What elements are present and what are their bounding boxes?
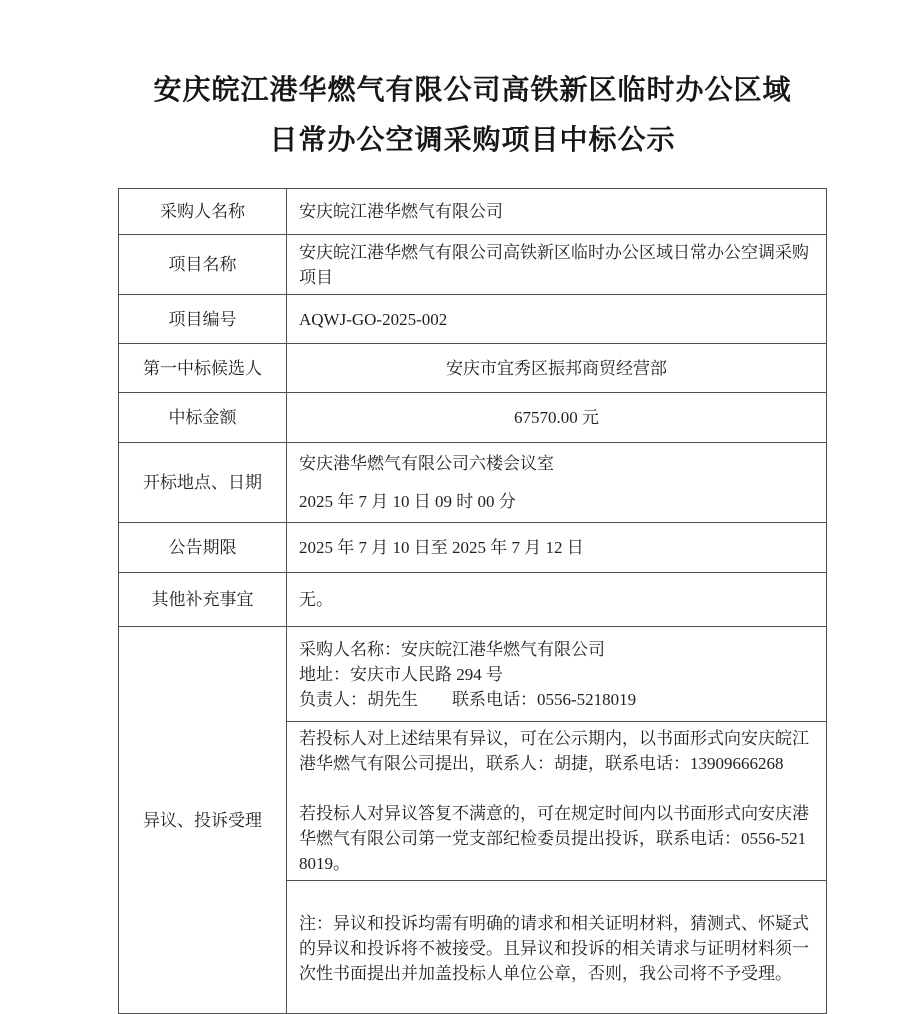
row-label-purchaser: 采购人名称	[119, 189, 287, 235]
row-label-opening-place-date: 开标地点、日期	[119, 443, 287, 523]
page-title-line-2: 日常办公空调采购项目中标公示	[269, 125, 676, 156]
objection-procedure-para-1: 若投标人对上述结果有异议，可在公示期内，以书面形式向安庆皖江港华燃气有限公司提出，联系人：胡捷，联系电话：13909666268	[299, 729, 809, 773]
row-value-announcement-period: 2025 年 7 月 10 日至 2025 年 7 月 12 日	[287, 523, 827, 573]
row-value-first-candidate: 安庆市宜秀区振邦商贸经营部	[287, 344, 827, 393]
objection-procedure-cell	[287, 722, 827, 881]
row-label-project-number: 项目编号	[119, 295, 287, 344]
opening-place-line: 安庆港华燃气有限公司六楼会议室	[299, 454, 554, 473]
row-value-award-amount: 67570.00 元	[287, 393, 827, 443]
table-row-first-candidate	[119, 344, 827, 393]
objection-contact-cell	[287, 627, 827, 722]
table-row-other-matters	[119, 573, 827, 627]
table-row-announcement-period	[119, 523, 827, 573]
row-value-project-name: 安庆皖江港华燃气有限公司高铁新区临时办公区域日常办公空调采购项目	[287, 235, 827, 295]
row-label-announcement-period: 公告期限	[119, 523, 287, 573]
table-row-project-number	[119, 295, 827, 344]
table-row-purchaser	[119, 189, 827, 235]
row-value-project-number: AQWJ-GO-2025-002	[287, 295, 827, 344]
row-value-opening-place-date	[287, 443, 827, 523]
row-label-other-matters: 其他补充事宜	[119, 573, 287, 627]
table-row-opening-place-date	[119, 443, 827, 523]
opening-date-line: 2025 年 7 月 10 日 09 时 00 分	[299, 492, 516, 511]
table-row-objection-contact	[119, 627, 827, 722]
objection-note-cell: 注：异议和投诉均需有明确的请求和相关证明材料，猜测式、怀疑式的异议和投诉将不被接受。且异议和投诉的相关请求与证明材料须一次性书面提出并加盖投标人单位公章，否则，我公司将不予受理。	[287, 881, 827, 1014]
table-row-project-name	[119, 235, 827, 295]
row-value-other-matters: 无。	[287, 573, 827, 627]
row-label-first-candidate: 第一中标候选人	[119, 344, 287, 393]
objection-procedure-para-2: 若投标人对异议答复不满意的，可在规定时间内以书面形式向安庆港华燃气有限公司第一党支部纪检委员提出投诉，联系电话：0556-5218019。	[299, 804, 809, 873]
objection-contact-address: 地址：安庆市人民路 294 号	[299, 664, 503, 684]
row-value-purchaser: 安庆皖江港华燃气有限公司	[287, 189, 827, 235]
objection-contact-name: 采购人名称：安庆皖江港华燃气有限公司	[299, 639, 605, 659]
row-label-project-name: 项目名称	[119, 235, 287, 295]
objection-contact-phone: 负责人：胡先生 联系电话：0556-5218019	[299, 689, 637, 709]
table-row-award-amount	[119, 393, 827, 443]
row-label-objection: 异议、投诉受理	[119, 627, 287, 1014]
page-title	[118, 0, 827, 166]
page-title-line-1: 安庆皖江港华燃气有限公司高铁新区临时办公区域	[153, 75, 792, 106]
row-label-award-amount: 中标金额	[119, 393, 287, 443]
announcement-table	[118, 188, 827, 1014]
